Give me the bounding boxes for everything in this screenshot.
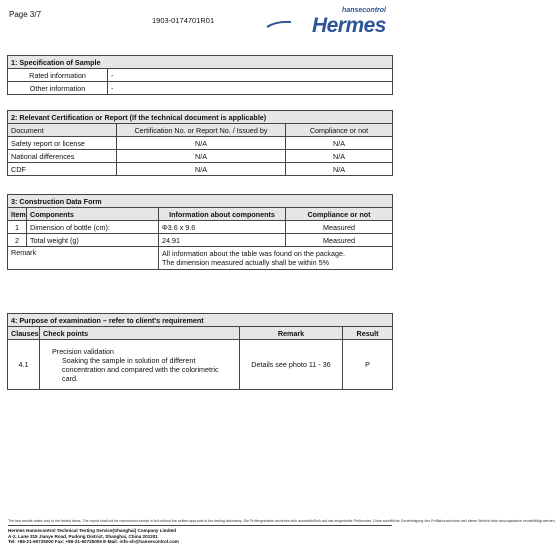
table-row xyxy=(8,234,393,247)
logo-wordmark: Hermes xyxy=(311,14,386,37)
cell: 2 xyxy=(8,234,27,247)
section-4-title: 4: Purpose of examination – refer to client's requirement xyxy=(8,314,393,327)
remark-text xyxy=(159,247,393,270)
cell: Φ3.6 x 9.6 xyxy=(159,221,286,234)
col-header: Item xyxy=(8,208,27,221)
cell: N/A xyxy=(117,137,286,150)
certification-table xyxy=(7,110,393,176)
col-header: Remark xyxy=(240,327,343,340)
spec-label: Other information xyxy=(8,82,108,95)
check-text: Soaking the sample in solution of different concentration and compared with the colorimetric card. xyxy=(62,355,219,383)
company-address: A-2, Lane 315 Jianye Road, Pudong District, Shanghai, China 201201 xyxy=(8,533,158,539)
col-header: Compliance or not xyxy=(286,208,393,221)
col-header: Information about components xyxy=(159,208,286,221)
cell: N/A xyxy=(117,150,286,163)
disclaimer: The test results relate only to the tested items. The report shall not be reproduced except in full without the written approval of the testing laboratory. Die Prüfergebnisse beziehen sich ausschließlich auf das eingestellte Prüfmuster. Ohne schriftliche Genehmigung des Prüflaboratoriums darf dieser Bericht nicht auszugsweise vervielfältigt werden. xyxy=(8,519,556,523)
company-name: Hermes Hansecontrol Technical Testing Service(Shanghai) Company Limited xyxy=(8,528,177,533)
remark-line: The dimension measured actually shall be within 5% xyxy=(162,258,329,267)
cell: Measured xyxy=(286,221,393,234)
cell: 1 xyxy=(8,221,27,234)
hermes-logo xyxy=(266,7,388,37)
cell: N/A xyxy=(286,137,393,150)
col-header: Certification No. or Report No. / Issued by xyxy=(117,124,286,137)
spec-value: - xyxy=(108,82,393,95)
col-header: Result xyxy=(343,327,393,340)
cell: N/A xyxy=(117,163,286,176)
cell: N/A xyxy=(286,163,393,176)
page-number: Page 3/7 xyxy=(9,10,42,19)
result-cell: P xyxy=(343,340,393,390)
cell: Measured xyxy=(286,234,393,247)
remark-label: Remark xyxy=(8,247,159,270)
report-number: 1903-0174701R01 xyxy=(152,16,215,25)
table-row xyxy=(8,221,393,234)
table-row xyxy=(8,163,393,176)
cell: CDF xyxy=(8,163,117,176)
col-header: Components xyxy=(27,208,159,221)
table-row xyxy=(8,340,393,390)
table-row xyxy=(8,150,393,163)
cell: National differences xyxy=(8,150,117,163)
section-3-title: 3: Construction Data Form xyxy=(8,195,393,208)
col-header: Clauses xyxy=(8,327,40,340)
cell: Safety report or license xyxy=(8,137,117,150)
company-contact: Tel: +86-21-60725000 Fax: +86-21-60725009 E-Mail: info-sh@hansecontrol.com xyxy=(8,539,179,545)
remark-line: All information about the table was found on the package. xyxy=(162,249,346,258)
check-title: Precision validation xyxy=(52,346,114,356)
construction-table xyxy=(7,194,393,270)
table-row xyxy=(8,137,393,150)
specification-table xyxy=(7,55,393,95)
cell: 24.91 xyxy=(159,234,286,247)
col-header: Document xyxy=(8,124,117,137)
clause-cell: 4.1 xyxy=(8,340,40,390)
section-2-title: 2: Relevant Certification or Report (If the technical document is applicable) xyxy=(8,111,393,124)
page-footer xyxy=(8,519,556,545)
col-header: Check points xyxy=(40,327,240,340)
purpose-table xyxy=(7,313,393,390)
remark-row xyxy=(8,247,393,270)
spec-label: Rated information xyxy=(8,69,108,82)
check-points-cell xyxy=(40,340,240,390)
spec-value: - xyxy=(108,69,393,82)
logo-swoosh-icon xyxy=(266,19,292,29)
remark-cell: Details see photo 11 - 36 xyxy=(240,340,343,390)
cell: Total weight (g) xyxy=(27,234,159,247)
footer-divider xyxy=(8,525,392,526)
logo-tagline: hansecontrol xyxy=(342,7,386,14)
cell: Dimension of bottle (cm): xyxy=(27,221,159,234)
cell: N/A xyxy=(286,150,393,163)
section-1-title: 1: Specification of Sample xyxy=(8,56,393,69)
col-header: Compliance or not xyxy=(286,124,393,137)
